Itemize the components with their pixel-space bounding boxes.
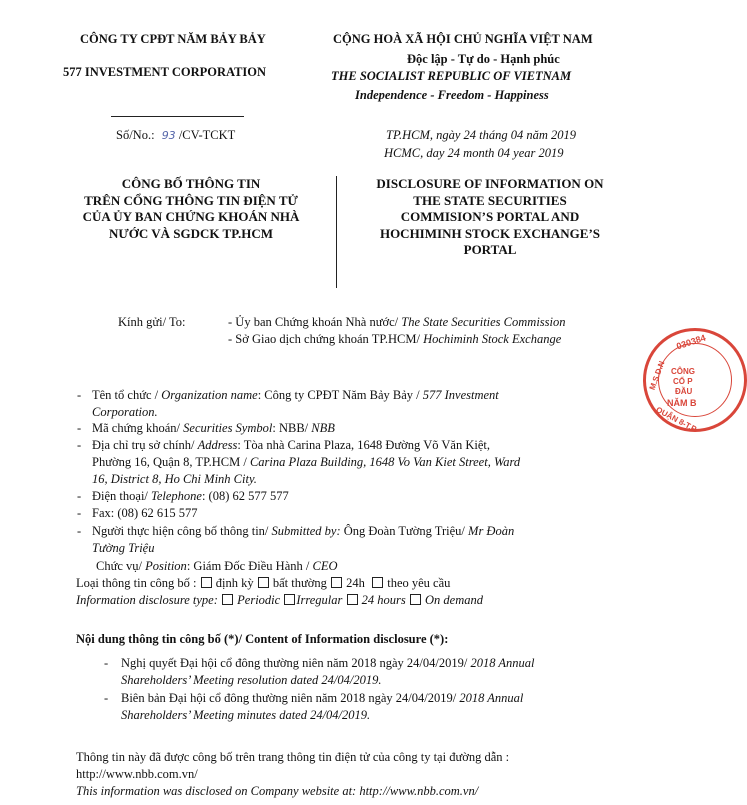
fax: Fax: (08) 62 615 577 bbox=[92, 506, 198, 520]
document-number bbox=[116, 128, 235, 143]
pos-label-vn: Chức vụ/ bbox=[96, 559, 146, 573]
position bbox=[96, 559, 337, 574]
dt-irregular-vn: bất thường bbox=[272, 576, 327, 590]
company-seal bbox=[643, 328, 747, 432]
republic-name-vn: CỘNG HOÀ XÃ HỘI CHỦ NGHĨA VIỆT NAM bbox=[333, 32, 593, 46]
submitted-by-cont: Tường Triệu bbox=[92, 541, 155, 555]
doc-no-suffix: /CV-TCKT bbox=[178, 128, 236, 142]
addr-line2-vn: Phường 16, Quận 8, TP.HCM / bbox=[92, 455, 250, 469]
content-item-1-cont: Shareholders’ Meeting resolution dated 24/04/2019. bbox=[121, 673, 382, 687]
title-en-line: COMMISION’S PORTAL AND bbox=[400, 209, 580, 224]
date-vn: TP.HCM, ngày 24 tháng 04 năm 2019 bbox=[386, 128, 577, 142]
company-name-en: 577 INVESTMENT CORPORATION bbox=[63, 65, 267, 79]
addr-label-vn: Địa chỉ trụ sở chính/ bbox=[92, 438, 198, 452]
title-en-line: THE STATE SECURITIES bbox=[413, 192, 567, 208]
seal-number: 030384 bbox=[675, 332, 707, 352]
item1-en: 2018 Annual bbox=[470, 656, 535, 670]
recipient-1-vn: - Ủy ban Chứng khoán Nhà nước/ bbox=[228, 315, 402, 329]
pos-label-en: Position bbox=[145, 559, 187, 573]
addr-value: : Tòa nhà Carina Plaza, 1648 Đường Võ Văn Kiệt, bbox=[237, 438, 490, 452]
org-label-en: Organization name bbox=[161, 388, 258, 402]
seal-ring-left: M.S.D.N bbox=[647, 359, 667, 392]
checkbox-periodic[interactable] bbox=[201, 577, 212, 588]
securities-symbol bbox=[92, 421, 335, 436]
sub-value: Ông Đoàn Tường Triệu/ bbox=[340, 524, 469, 538]
recipient-1 bbox=[228, 315, 566, 330]
doc-no-handwritten: 93 bbox=[161, 129, 176, 142]
item2-en: 2018 Annual bbox=[459, 691, 524, 705]
submitted-by bbox=[92, 524, 514, 539]
recipient-2-vn: - Sở Giao dịch chứng khoán TP.HCM/ bbox=[228, 332, 424, 346]
footer-line-3: This information was disclosed on Company website at: http://www.nbb.com.vn/ bbox=[76, 784, 479, 798]
disclosure-type-en bbox=[76, 593, 483, 608]
doc-no-label: Số/No.: bbox=[116, 128, 155, 142]
content-heading: Nội dung thông tin công bố (*)/ Content of Information disclosure (*): bbox=[76, 632, 449, 646]
org-name bbox=[92, 388, 499, 403]
list-item: - bbox=[77, 388, 82, 402]
org-value-en: 577 Investment bbox=[422, 388, 499, 402]
company-name-vn: CÔNG TY CPĐT NĂM BẢY BẢY bbox=[80, 32, 266, 46]
recipients-label: Kính gửi/ To: bbox=[118, 315, 186, 329]
item1-vn: Nghị quyết Đại hội cổ đông thường niên năm 2018 ngày 24/04/2019/ bbox=[121, 656, 471, 670]
seal-ring-bottom: QUẬN 8-T.P bbox=[654, 405, 698, 434]
checkbox-irregular[interactable] bbox=[258, 577, 269, 588]
title-vn-line: CỦA ỦY BAN CHỨNG KHOÁN NHÀ bbox=[82, 209, 300, 224]
recipient-1-en: The State Securities Commission bbox=[401, 315, 566, 329]
motto-en: Independence - Freedom - Happiness bbox=[355, 88, 549, 102]
org-label-vn: Tên tổ chức / bbox=[92, 388, 162, 402]
title-en-line: HOCHIMINH STOCK EXCHANGE’S bbox=[379, 225, 601, 241]
list-item: - bbox=[77, 421, 82, 435]
dt-periodic-vn: định kỳ bbox=[215, 576, 254, 590]
item2-vn: Biên bản Đại hội cổ đông thường niên năm 2018 ngày 24/04/2019/ bbox=[121, 691, 460, 705]
dt-demand-en: On demand bbox=[425, 593, 483, 607]
address-line-3: 16, District 8, Ho Chi Minh City. bbox=[92, 472, 257, 486]
dt-24h-en: 24 hours bbox=[361, 593, 406, 607]
list-item: - bbox=[77, 489, 82, 503]
dt-periodic-en: Periodic bbox=[237, 593, 281, 607]
checkbox-on-demand[interactable] bbox=[372, 577, 383, 588]
dt-label-en: Information disclosure type: bbox=[76, 593, 218, 607]
sym-value-en: NBB bbox=[311, 421, 335, 435]
title-vn-line: CÔNG BỐ THÔNG TIN bbox=[121, 176, 261, 191]
sub-label-en: Submitted by: bbox=[271, 524, 341, 538]
sym-label-en: Securities Symbol bbox=[183, 421, 273, 435]
pos-value-en: CEO bbox=[312, 559, 338, 573]
checkbox-periodic-en[interactable] bbox=[222, 594, 233, 605]
sub-value-en: Mr Đoàn bbox=[468, 524, 515, 538]
sym-label-vn: Mã chứng khoán/ bbox=[92, 421, 184, 435]
address bbox=[92, 438, 490, 453]
tel-label-vn: Điện thoại/ bbox=[92, 489, 152, 503]
pos-value: : Giám Đốc Điều Hành / bbox=[186, 559, 313, 573]
content-item-2-cont: Shareholders’ Meeting minutes dated 24/04/2019. bbox=[121, 708, 371, 722]
checkbox-24h[interactable] bbox=[331, 577, 342, 588]
address-line-2 bbox=[92, 455, 520, 470]
dt-demand-vn: theo yêu cầu bbox=[387, 576, 451, 590]
title-en-line: DISCLOSURE OF INFORMATION ON bbox=[376, 176, 604, 191]
list-item: - bbox=[104, 656, 109, 670]
republic-name-en: THE SOCIALIST REPUBLIC OF VIETNAM bbox=[331, 69, 572, 83]
footer-line-1: Thông tin này đã được công bố trên trang thông tin điện tử của công ty tại đường dẫn : bbox=[76, 750, 510, 764]
divider bbox=[111, 116, 244, 117]
tel-value: : (08) 62 577 577 bbox=[201, 489, 289, 503]
title-en-line: PORTAL bbox=[463, 242, 517, 257]
seal-line-2: CỔ P bbox=[673, 377, 693, 386]
seal-line-3: ĐẦU bbox=[675, 387, 693, 396]
disclosure-type-vn bbox=[76, 576, 450, 591]
content-item-2 bbox=[121, 691, 523, 706]
sym-value: : NBB/ bbox=[272, 421, 312, 435]
title-vn-line: NƯỚC VÀ SGDCK TP.HCM bbox=[109, 225, 273, 241]
seal-line-1: CÔNG bbox=[671, 367, 695, 376]
addr-line2-en: Carina Plaza Building, 1648 Vo Van Kiet Street, Ward bbox=[249, 455, 521, 469]
checkbox-on-demand-en[interactable] bbox=[410, 594, 421, 605]
list-item: - bbox=[77, 438, 82, 452]
footer-url[interactable]: http://www.nbb.com.vn/ bbox=[76, 767, 198, 781]
list-item: - bbox=[104, 691, 109, 705]
date-en: HCMC, day 24 month 04 year 2019 bbox=[384, 146, 564, 160]
list-item: - bbox=[77, 524, 82, 538]
checkbox-24h-en[interactable] bbox=[347, 594, 358, 605]
sub-label-vn: Người thực hiện công bố thông tin/ bbox=[92, 524, 272, 538]
dt-24h-vn: 24h bbox=[346, 576, 365, 590]
title-en bbox=[340, 176, 640, 259]
title-divider bbox=[336, 176, 337, 288]
addr-label-en: Address bbox=[197, 438, 238, 452]
seal-line-4: NĂM B bbox=[667, 398, 697, 408]
recipient-2 bbox=[228, 332, 561, 347]
motto-vn: Độc lập - Tự do - Hạnh phúc bbox=[407, 52, 560, 66]
telephone bbox=[92, 489, 289, 504]
tel-label-en: Telephone bbox=[151, 489, 202, 503]
org-value: : Công ty CPĐT Năm Bảy Bảy / bbox=[257, 388, 423, 402]
dt-label-vn: Loại thông tin công bố : bbox=[76, 576, 197, 590]
checkbox-irregular-en[interactable] bbox=[284, 594, 295, 605]
title-vn bbox=[48, 176, 334, 242]
content-item-1 bbox=[121, 656, 534, 671]
dt-irregular-en: Irregular bbox=[296, 593, 343, 607]
title-vn-line: TRÊN CỔNG THÔNG TIN ĐIỆN TỬ bbox=[84, 192, 298, 208]
recipient-2-en: Hochiminh Stock Exchange bbox=[423, 332, 562, 346]
org-value-en-cont: Corporation. bbox=[92, 405, 158, 419]
list-item: - bbox=[77, 506, 82, 520]
